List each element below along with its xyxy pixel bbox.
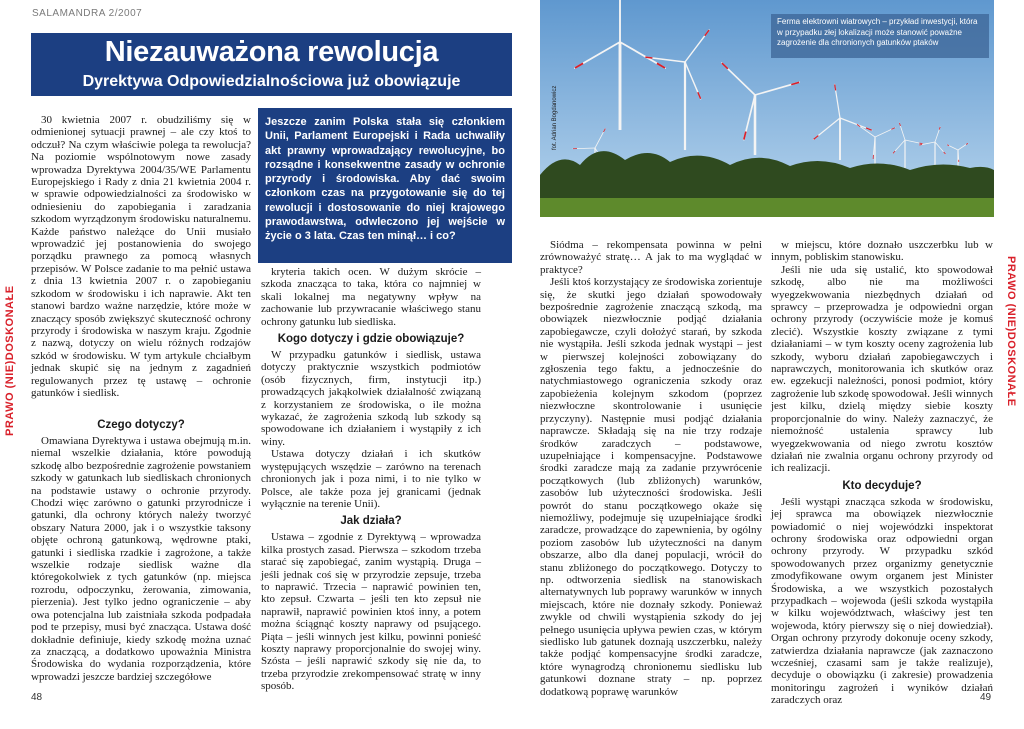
section-heading: Kto decyduje? (842, 479, 922, 492)
section-label-left: PRAWO (NIE)DOSKONAŁE (4, 285, 16, 436)
article-title: Niezauważona rewolucja (104, 36, 439, 68)
section-heading: Czego dotyczy? (97, 419, 185, 431)
column-1-top (31, 114, 251, 417)
paragraph: Jeśli nie uda się ustalić, kto spowodował szkodę, albo nie ma możliwości wyegzekwowania niezbędnych działań od sprawcy – przeprowadza je odpowiedni organ ochrony przyrody (oczywiście może je komuś zlecić). Wszystkie koszty związane z tymi działaniami – w tym koszty oceny zagrożenia lub szkody, wyboru działań zapobiegawczych i naprawczych, monitorowania ich skutków oraz ew. egzekucji należności, ponosi podmiot, który zagrożenie lub szkodę spowodował. Jeśli winnych jest kilku, dzielą między siebie koszty proporcjonalnie do winy. Należy zaznaczyć, że niemożność ustalenia sprawcy lub wyegzekwowania od niego zwrotu kosztów działań nie zwalnia organu ochrony przyrody od ich realizacji. (771, 263, 993, 475)
photo-caption: Ferma elektrowni wiatrowych – przykład inwestycji, która w przypadku złej lokalizacji może stanowić poważne zagrożenie dla chronionych gatunków ptaków (771, 14, 989, 58)
article-subtitle: Dyrektywa Odpowiedzialnościowa już obowiązuje (82, 73, 461, 90)
paragraph: Jeśli wystąpi znacząca szkoda w środowisku, jej sprawca ma obowiązek niezwłocznie powiadomić o niej wojewódzki inspektorat ochrony środowiska oraz odpowiedni organ ochrony przyrody. W przypadku szkód spowodowanych przez organizmy genetycznie zmodyfikowane owym organem jest Minister Środowiska, a we wszystkich pozostałych przypadkach – wojewoda (jeśli szkoda wystąpiła w kilku województwach, właściwy jest ten wojewoda, który pierwszy się o niej dowiedział). Organ ochrony przyrody dokonuje oceny szkody, zatwierdza działania naprawcze (jak zaznaczono wcześniej, czasami sam je także realizuje), decyduje o obowiązku (i zakresie) prowadzenia monitoringu zagrożeń i wyników działań zaradczych oraz (771, 495, 993, 707)
magazine-header: SALAMANDRA 2/2007 (32, 8, 143, 19)
column-3 (540, 239, 762, 698)
paragraph: Omawiana Dyrektywa i ustawa obejmują m.in. niemal wszelkie działania, które powodują szkodę albo bezpośrednie zagrożenie powstaniem szkody w gatunkach lub siedliskach chronionych na podstawie ustawy o ochronie przyrody. Chodzi więc zarówno o gatunki przyrodnicze i gatunki, dla ochrony których należy tworzyć obszary Natura 2000, jak i o wszystkie taksony objęte ochroną gatunkową, wędrowne ptaki, gatunki i siedliska rzadkie i zagrożone, a także wszelkie rodzaje siedlisk ważne dla któregokolwiek z tych gatunków (np. miejsca rozrodu, odpoczynku, żerowania, zimowania, pierzenia). Jest tylko jedno ograniczenie – aby owa potencjalna lub zaistniała szkoda podpadała pod te przepisy, musi być znacząca. Ustawa dość dokładnie definiuje, kiedy szkodę można uznać za znaczącą, a dodatkowo upoważnia Ministra Środowiska do wydania rozporządzenia, które wprowadzi jeszcze bardziej szczegółowe (31, 435, 251, 683)
column-2 (261, 266, 481, 693)
title-banner (31, 33, 512, 96)
paragraph: 30 kwietnia 2007 r. obudziliśmy się w odmienionej sytuacji prawnej – ale czy ktoś to odczuł? Na czym właściwie polega ta rewolucja? Na poziomie wspólnotowym nowe zasady wprowadza Dyrektywa 2004/35/WE Parlamentu Europejskiego i Rady z dnia 21 kwietnia 2004 r. w sprawie odpowiedzialności za środowisko w odniesieniu do zapobiegania i zaradzania szkodom wyrządzonym środowisku naturalnemu. Każde państwo należące do Unii musiało wprowadzić jej postanowienia do swojego porządku prawnego za pomocą własnych przepisów. W Polsce zadanie to ma pełnić ustawa z dnia 13 kwietnia 2007 r. o zapobieganiu szkodom w środowisku i ich naprawie. Akt ten stanowi bardzo ważne narzędzie, które może w znaczący sposób zwiększyć skuteczność ochrony przyrody i środowiska w naszym kraju. Zgodnie z nazwą, dotyczy on wielu różnych rodzajów szkód w środowisku. W tym artykule chciałbym jednak skupić się na jednym z zagadnień regulowanych przez tę ustawę – ochronie gatunków i siedlisk. (31, 114, 251, 399)
paragraph: kryteria takich ocen. W dużym skrócie – szkoda znacząca to taka, która co najmniej w skali lokalnej ma negatywny wpływ na zachowanie lub przywracanie właściwego stanu ochrony gatunku lub siedliska. (261, 266, 481, 328)
paragraph: Jeśli ktoś korzystający ze środowiska zorientuje się, że skutki jego działań spowodowały bezpośrednie zagrożenie znaczącą szkodą, ma obowiązek niezwłocznie podjąć działania zapobiegawcze, czyli dołożyć starań, by szkoda nie wystąpiła. Jeśli szkoda jednak wystąpi – jest w pierwszej kolejności zobowiązany do zgłoszenia tego faktu, a jednocześnie do natychmiastowego ograniczenia szkody oraz zapobieżenia kolejnym szkodom (poprzez niezwłoczne skontrolowanie i usunięcie przyczyny). Następnie musi podjąć działania naprawcze. Składają się na nie trzy rodzaje środków zaradczych – podstawowe, uzupełniające i kompensacyjne. Podstawowe środki zaradcze mają za zadanie przywrócenie początkowych (lub zbliżonych) warunków, zasobów lub użyteczności środowiska. Jeśli powrót do stanu początkowego okaże się niemożliwy, podejmuje się uzupełniające środki zaradcze, prowadzące do zapewnienia, by ogólny poziom zasobów lub użyteczności na danym obszarze, albo dla danej populacji, wrócił do stanu zbliżonego do początkowego. Dotyczy to np. odtworzenia siedlisk na stanowiskach alternatywnych lub poprawy warunków w innych miejscach, które nie doznały szkody. Ponieważ zwykle od chwili wystąpienia szkody do jej pełnego usunięcia upływa pewien czas, w którym siedlisko lub gatunek doznają uszczerbku, należy także podjąć kompensacyjne środki zaradcze, które wynagrodzą chronionemu siedlisku lub gatunkowi doznane straty – np. poprzez dodatkową poprawę warunków (540, 276, 762, 698)
paragraph: Ustawa dotyczy działań i ich skutków występujących wszędzie – zarówno na terenach chronionych jak i poza nimi, i to nie tylko w Polsce, ale także poza jej granicami (jednak wyłącznie na terenie Unii). (261, 448, 481, 510)
section-heading: Kogo dotyczy i gdzie obowiązuje? (277, 333, 465, 346)
paragraph: Siódma – rekompensata powinna w pełni zrównoważyć stratę… A jak to ma wyglądać w praktyce? (540, 239, 762, 276)
paragraph: Ustawa – zgodnie z Dyrektywą – wprowadza kilka prostych zasad. Pierwsza – szkodom trzeba starać się zapobiegać, zanim wystąpią. Druga – jeśli jednak coś się w przyrodzie zepsuje, trzeba to naprawić. Trzecia – naprawić powinien ten, kto zepsuł. Czwarta – jeśli ten kto zepsuł nie naprawił, naprawić powinien ktoś inny, a potem można ściągnąć koszty naprawy od psującego. Piąta – jeśli winnych jest kilku, powinni ponieść koszty naprawy proporcjonalnie do swojej winy. Szósta – jeśli naprawić szkody się nie da, to trzeba przyrodzie zrekompensować stratę w inny sposób. (261, 531, 481, 693)
section-label-right: PRAWO (NIE)DOSKONAŁE (1005, 256, 1017, 407)
section-heading: Jak działa? (340, 515, 402, 528)
photo-credit: fot. Adrian Bogdanowicz (552, 85, 558, 150)
paragraph: W przypadku gatunków i siedlisk, ustawa dotyczy praktycznie wszystkich podmiotów (osób fizycznych, firm, instytucji itp.) prowadzących jakąkolwiek działalność związaną z korzystaniem ze środowiska, o ile można wykazać, że zagrożenia szkodą lub szkody są spowodowane ich działaniem i wystąpiły z ich winy. (261, 349, 481, 448)
page-number-right: 49 (980, 692, 992, 703)
page-number-left: 48 (31, 692, 43, 703)
paragraph: w miejscu, które doznało uszczerbku lub w innym, pobliskim stanowisku. (771, 239, 993, 264)
lead-box: Jeszcze zanim Polska stała się członkiem Unii, Parlament Europejski i Rada uchwaliły akt prawny wprowadzający rewolucyjne, bo rozsądne i konsekwentne zasady w ochronie przyrody i środowiska. Aby dać swoim członkom czas na przygotowanie się do tej rewolucji i dostosowanie do niej krajowego prawodawstwa, odwleczono jej wejście w życie o 3 lata. Czas ten minął… i co? (258, 108, 512, 263)
column-1-bottom (31, 414, 251, 690)
